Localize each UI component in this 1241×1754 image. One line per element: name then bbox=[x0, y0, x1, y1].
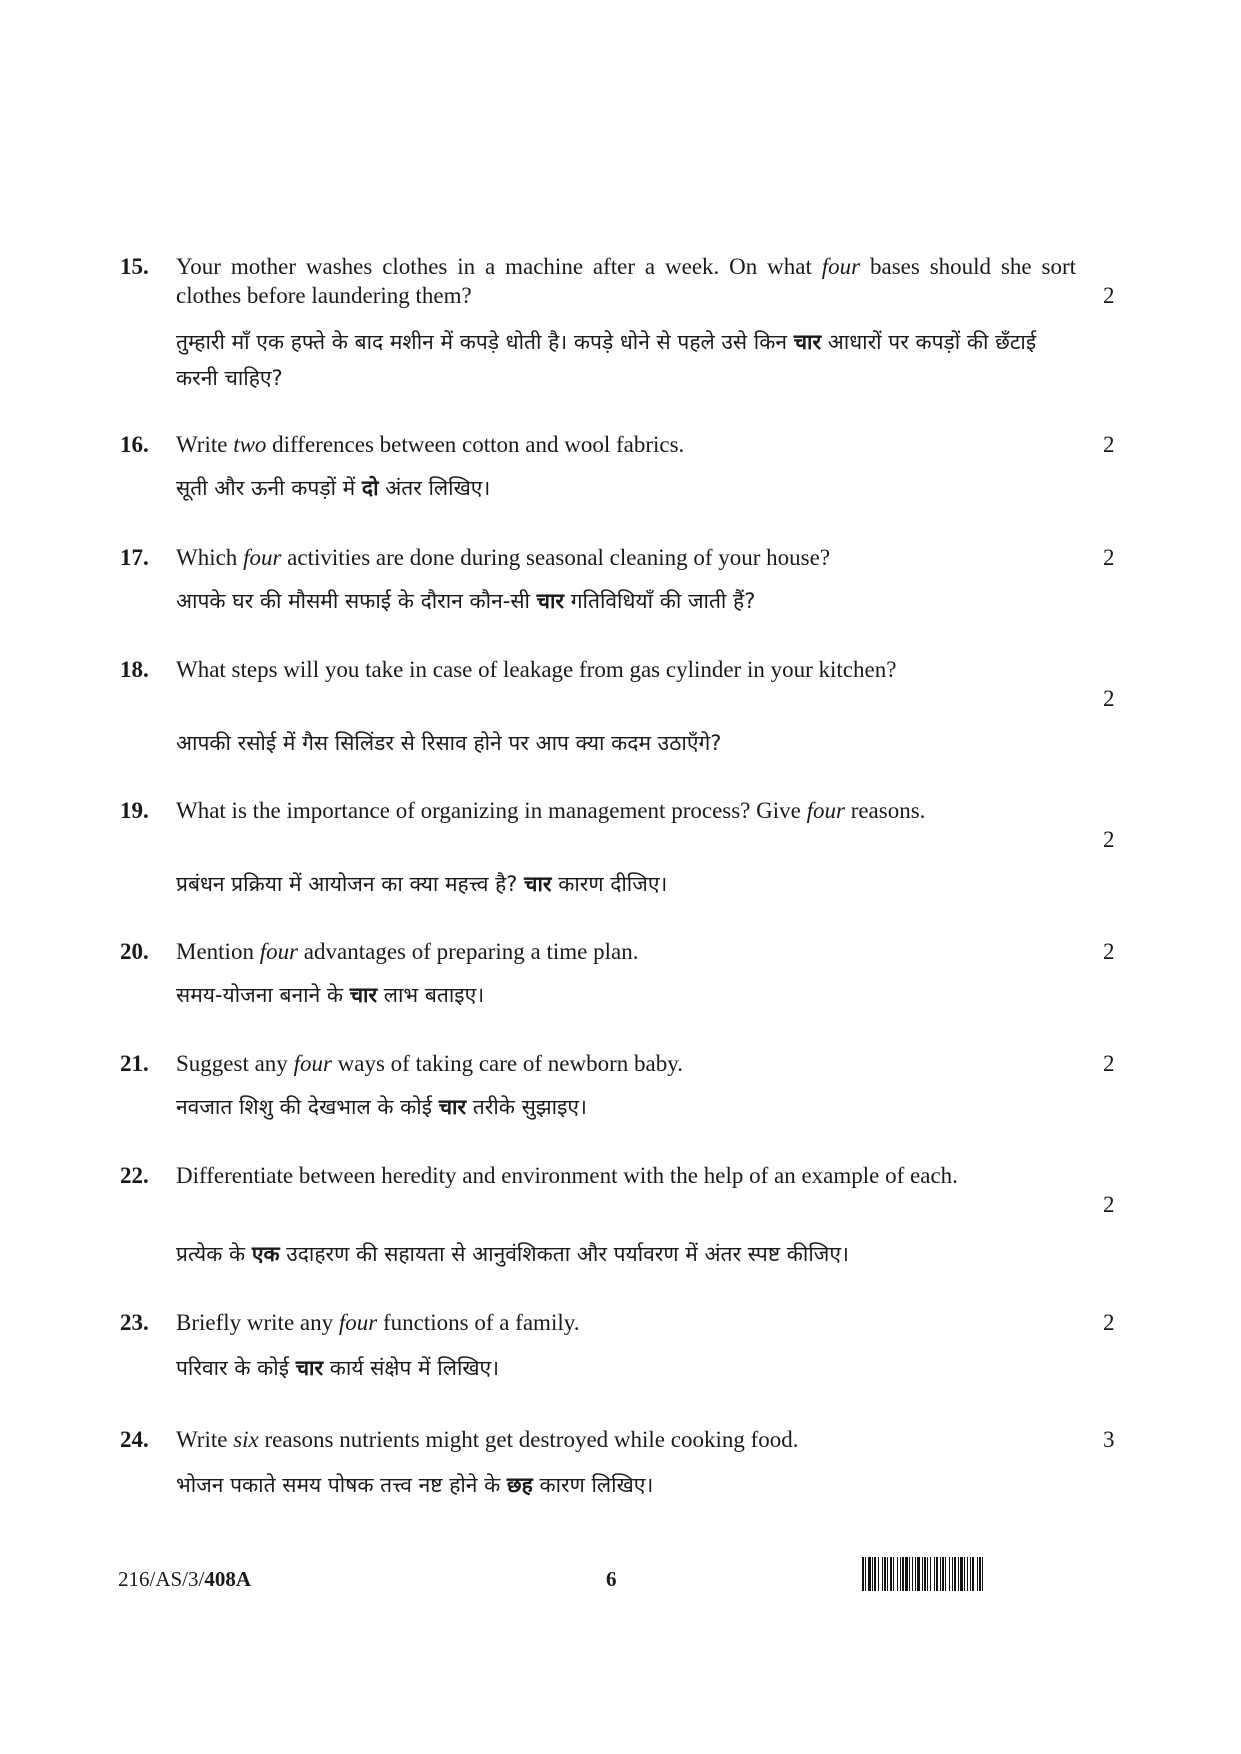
question-marks: 2 bbox=[1103, 686, 1115, 711]
question-text-hindi: सूती और ऊनी कपड़ों में दो अंतर लिखिए। bbox=[176, 476, 491, 500]
question-marks: 2 bbox=[1103, 1310, 1115, 1335]
question-text-hindi: परिवार के कोई चार कार्य संक्षेप में लिखिए। bbox=[176, 1356, 500, 1380]
question-text-english: Which four activities are done during seasonal cleaning of your house? bbox=[176, 545, 831, 570]
question-marks: 2 bbox=[1103, 283, 1115, 308]
question-text-english: What steps will you take in case of leakage from gas cylinder in your kitchen? bbox=[176, 657, 897, 682]
question-text-hindi: नवजात शिशु की देखभाल के कोई चार तरीके सुझाइए। bbox=[176, 1095, 587, 1119]
question-number: 23. bbox=[120, 1310, 149, 1335]
question-marks: 2 bbox=[1103, 827, 1115, 852]
question-marks: 2 bbox=[1103, 1192, 1115, 1217]
question-number: 15. bbox=[120, 254, 149, 279]
question-text-hindi: प्रबंधन प्रक्रिया में आयोजन का क्या महत्त्व है? चार कारण दीजिए। bbox=[176, 872, 668, 896]
barcode-icon bbox=[862, 1557, 1120, 1591]
question-marks: 2 bbox=[1103, 432, 1115, 457]
question-number: 19. bbox=[120, 798, 149, 823]
question-text-hindi: प्रत्येक के एक उदाहरण की सहायता से आनुवंशिकता और पर्यावरण में अंतर स्पष्ट कीजिए। bbox=[176, 1242, 849, 1266]
question-number: 18. bbox=[120, 657, 149, 682]
question-text-english: Your mother washes clothes in a machine after a week. On what four bases should she sort clothes before laundering them? bbox=[176, 254, 1076, 308]
question-text-english: What is the importance of organizing in management process? Give four reasons. bbox=[176, 798, 926, 823]
question-text-english: Write six reasons nutrients might get destroyed while cooking food. bbox=[176, 1427, 799, 1452]
question-marks: 2 bbox=[1103, 939, 1115, 964]
question-text-english: Write two differences between cotton and wool fabrics. bbox=[176, 432, 685, 457]
question-text-english: Mention four advantages of preparing a time plan. bbox=[176, 939, 639, 964]
question-text-english: Suggest any four ways of taking care of newborn baby. bbox=[176, 1051, 683, 1076]
question-number: 24. bbox=[120, 1427, 149, 1452]
question-text-hindi: तुम्हारी माँ एक हफ्ते के बाद मशीन में कपड़े धोती है। कपड़े धोने से पहले उसे किन चार आधारों पर कपड़ों की छँटाई करनी चाहिए? bbox=[176, 330, 1037, 390]
question-marks: 2 bbox=[1103, 545, 1115, 570]
question-text-hindi: भोजन पकाते समय पोषक तत्त्व नष्ट होने के छह कारण लिखिए। bbox=[176, 1473, 654, 1497]
question-text-hindi: आपके घर की मौसमी सफाई के दौरान कौन-सी चार गतिविधियाँ की जाती हैं? bbox=[176, 589, 756, 613]
page-number: 6 bbox=[606, 1567, 617, 1591]
question-text-hindi: समय-योजना बनाने के चार लाभ बताइए। bbox=[176, 983, 485, 1007]
question-number: 22. bbox=[120, 1163, 149, 1188]
question-marks: 2 bbox=[1103, 1051, 1115, 1076]
question-text-english: Briefly write any four functions of a family. bbox=[176, 1310, 580, 1335]
question-number: 17. bbox=[120, 545, 149, 570]
question-text-english: Differentiate between heredity and environment with the help of an example of each. bbox=[176, 1163, 958, 1188]
question-marks: 3 bbox=[1103, 1427, 1115, 1452]
paper-code: 216/AS/3/408A bbox=[118, 1567, 252, 1591]
question-text-hindi: आपकी रसोई में गैस सिलिंडर से रिसाव होने पर आप क्या कदम उठाएँगे? bbox=[176, 731, 722, 755]
question-number: 16. bbox=[120, 432, 149, 457]
question-number: 20. bbox=[120, 939, 149, 964]
question-number: 21. bbox=[120, 1051, 149, 1076]
